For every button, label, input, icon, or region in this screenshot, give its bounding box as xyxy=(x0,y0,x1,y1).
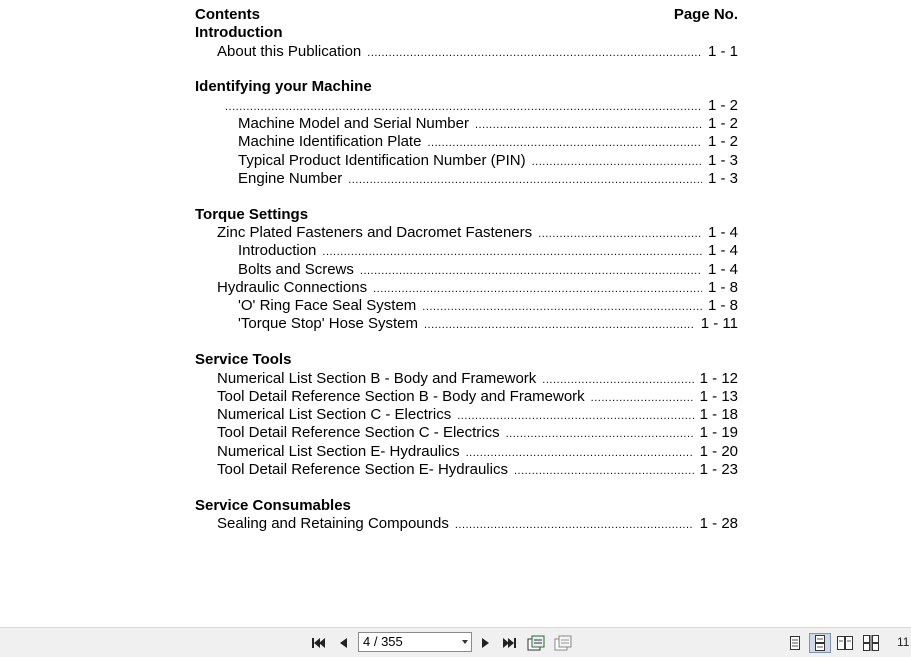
toc-entry[interactable] xyxy=(195,97,738,115)
previous-page-icon xyxy=(337,636,349,650)
chevron-down-icon xyxy=(462,640,468,644)
last-page-icon xyxy=(502,636,518,650)
toc-entry[interactable] xyxy=(195,443,738,461)
next-page-button[interactable] xyxy=(477,634,495,652)
dot-leader xyxy=(455,516,694,534)
dot-leader xyxy=(514,462,694,480)
first-page-icon xyxy=(310,636,326,650)
next-page-icon xyxy=(480,636,492,650)
toc-entry-label: Typical Product Identification Number (PIN) xyxy=(238,151,526,169)
dot-leader xyxy=(360,262,702,280)
toc-entry-label: Bolts and Screws xyxy=(238,260,354,278)
single-page-icon xyxy=(789,635,801,651)
toc-entry[interactable] xyxy=(195,43,738,61)
section-heading xyxy=(195,206,738,224)
toc-entry[interactable] xyxy=(195,406,738,424)
toc-entry-page-number: 1 - 3 xyxy=(707,151,738,169)
toc-entry-page-number: 1 - 4 xyxy=(707,223,738,241)
dot-leader xyxy=(591,389,694,407)
toc-entry[interactable] xyxy=(195,370,738,388)
two-page-view-button[interactable] xyxy=(836,634,854,652)
toc-entry-label: Machine Identification Plate xyxy=(238,133,422,151)
toc-entry-page-number: 1 - 8 xyxy=(707,278,738,296)
dot-leader xyxy=(348,171,702,189)
toc-title: Contents xyxy=(195,6,260,23)
toc-entry-label: Zinc Plated Fasteners and Dacromet Fasteners xyxy=(217,223,533,241)
dot-leader xyxy=(322,243,702,261)
zoom-level[interactable]: 11 xyxy=(897,635,910,649)
toc-entry[interactable] xyxy=(195,315,738,333)
toc-entry[interactable] xyxy=(195,152,738,170)
toc-entry[interactable] xyxy=(195,388,738,406)
dot-leader xyxy=(466,444,694,462)
section-heading xyxy=(195,78,738,96)
toc-entry-label: Machine Model and Serial Number xyxy=(238,114,469,132)
page-number-select[interactable] xyxy=(358,632,472,652)
dot-leader xyxy=(538,225,702,243)
previous-page-button[interactable] xyxy=(334,634,352,652)
section-heading-label: Service Consumables xyxy=(195,496,351,514)
toc-entry-page-number: 1 - 4 xyxy=(707,260,738,278)
toc-header xyxy=(195,6,738,24)
section-heading-label: Torque Settings xyxy=(195,205,309,223)
toc-entry-page-number: 1 - 12 xyxy=(699,369,738,387)
toc-entry-page-number: 1 - 13 xyxy=(699,387,738,405)
toc-entry[interactable] xyxy=(195,297,738,315)
section-heading-label: Identifying your Machine xyxy=(195,78,372,96)
toc-entry-label: Sealing and Retaining Compounds xyxy=(217,515,449,533)
toc-entry-page-number: 1 - 2 xyxy=(707,114,738,132)
section-heading-label: Service Tools xyxy=(195,351,292,369)
last-page-button[interactable] xyxy=(501,634,519,652)
toc-entry[interactable] xyxy=(195,242,738,260)
dot-leader xyxy=(225,98,702,116)
toc-entry-page-number: 1 - 8 xyxy=(707,297,738,315)
continuous-page-icon xyxy=(814,635,826,651)
toc-entry-page-number: 1 - 28 xyxy=(699,515,738,533)
page-column-heading: Page No. xyxy=(673,6,738,23)
toc-entry[interactable] xyxy=(195,279,738,297)
page-indicator: 4 / 355 xyxy=(363,634,403,649)
toc-entry-label: Hydraulic Connections xyxy=(217,278,368,296)
toc-entry-page-number: 1 - 18 xyxy=(699,406,738,424)
toc-entry-label: Numerical List Section C - Electrics xyxy=(217,406,452,424)
fit-page-button[interactable] xyxy=(554,634,572,652)
toc-entry-page-number: 1 - 20 xyxy=(699,442,738,460)
pdf-viewer-toolbar xyxy=(0,627,911,657)
toc-entry-label: 'Torque Stop' Hose System xyxy=(238,315,418,333)
toc-entry-page-number: 1 - 2 xyxy=(707,133,738,151)
toc-entry[interactable] xyxy=(195,224,738,242)
toc-entry-label: Introduction xyxy=(238,242,317,260)
dot-leader xyxy=(506,425,694,443)
toc-entry[interactable] xyxy=(195,424,738,442)
two-page-continuous-view-button[interactable] xyxy=(862,634,880,652)
fit-width-icon xyxy=(527,635,545,651)
table-of-contents xyxy=(195,6,738,533)
toc-entry[interactable] xyxy=(195,115,738,133)
toc-entry[interactable] xyxy=(195,261,738,279)
toc-entry-label: 'O' Ring Face Seal System xyxy=(238,297,417,315)
continuous-view-button[interactable] xyxy=(809,633,831,653)
toc-entry-page-number: 1 - 19 xyxy=(699,424,738,442)
section-heading xyxy=(195,351,738,369)
toc-entry-page-number: 1 - 2 xyxy=(707,96,738,114)
toc-body xyxy=(195,24,738,533)
toc-entry-page-number: 1 - 4 xyxy=(707,242,738,260)
section-heading xyxy=(195,497,738,515)
fit-page-icon xyxy=(554,635,572,651)
toc-entry-page-number: 1 - 11 xyxy=(700,315,738,333)
dot-leader xyxy=(457,407,693,425)
toc-entry-label: About this Publication xyxy=(217,42,362,60)
dot-leader xyxy=(373,280,702,298)
dot-leader xyxy=(422,298,702,316)
dot-leader xyxy=(367,44,702,62)
section-heading-label: Introduction xyxy=(195,24,283,42)
dot-leader xyxy=(475,116,702,134)
two-page-continuous-icon xyxy=(862,635,880,651)
toc-entry[interactable] xyxy=(195,133,738,151)
dot-leader xyxy=(424,316,695,334)
toc-entry-page-number: 1 - 3 xyxy=(707,169,738,187)
two-page-icon xyxy=(836,635,854,651)
first-page-button[interactable] xyxy=(309,634,327,652)
dot-leader xyxy=(532,153,702,171)
section-heading xyxy=(195,24,738,42)
toc-entry-page-number: 1 - 23 xyxy=(699,461,738,479)
toc-entry[interactable] xyxy=(195,170,738,188)
toc-entry-label: Engine Number xyxy=(238,169,343,187)
toc-entry-label: Numerical List Section B - Body and Framework xyxy=(217,369,537,387)
toc-entry-label: Numerical List Section E- Hydraulics xyxy=(217,442,460,460)
toc-entry-page-number: 1 - 1 xyxy=(707,42,738,60)
toc-entry-label: Tool Detail Reference Section C - Electrics xyxy=(217,424,500,442)
fit-width-button[interactable] xyxy=(527,634,545,652)
dot-leader xyxy=(542,371,693,389)
toc-entry-label: Tool Detail Reference Section E- Hydraulics xyxy=(217,461,508,479)
toc-entry[interactable] xyxy=(195,461,738,479)
toc-entry[interactable] xyxy=(195,515,738,533)
toc-entry-label: Tool Detail Reference Section B - Body and Framework xyxy=(217,387,585,405)
single-page-view-button[interactable] xyxy=(786,634,804,652)
dot-leader xyxy=(427,134,702,152)
